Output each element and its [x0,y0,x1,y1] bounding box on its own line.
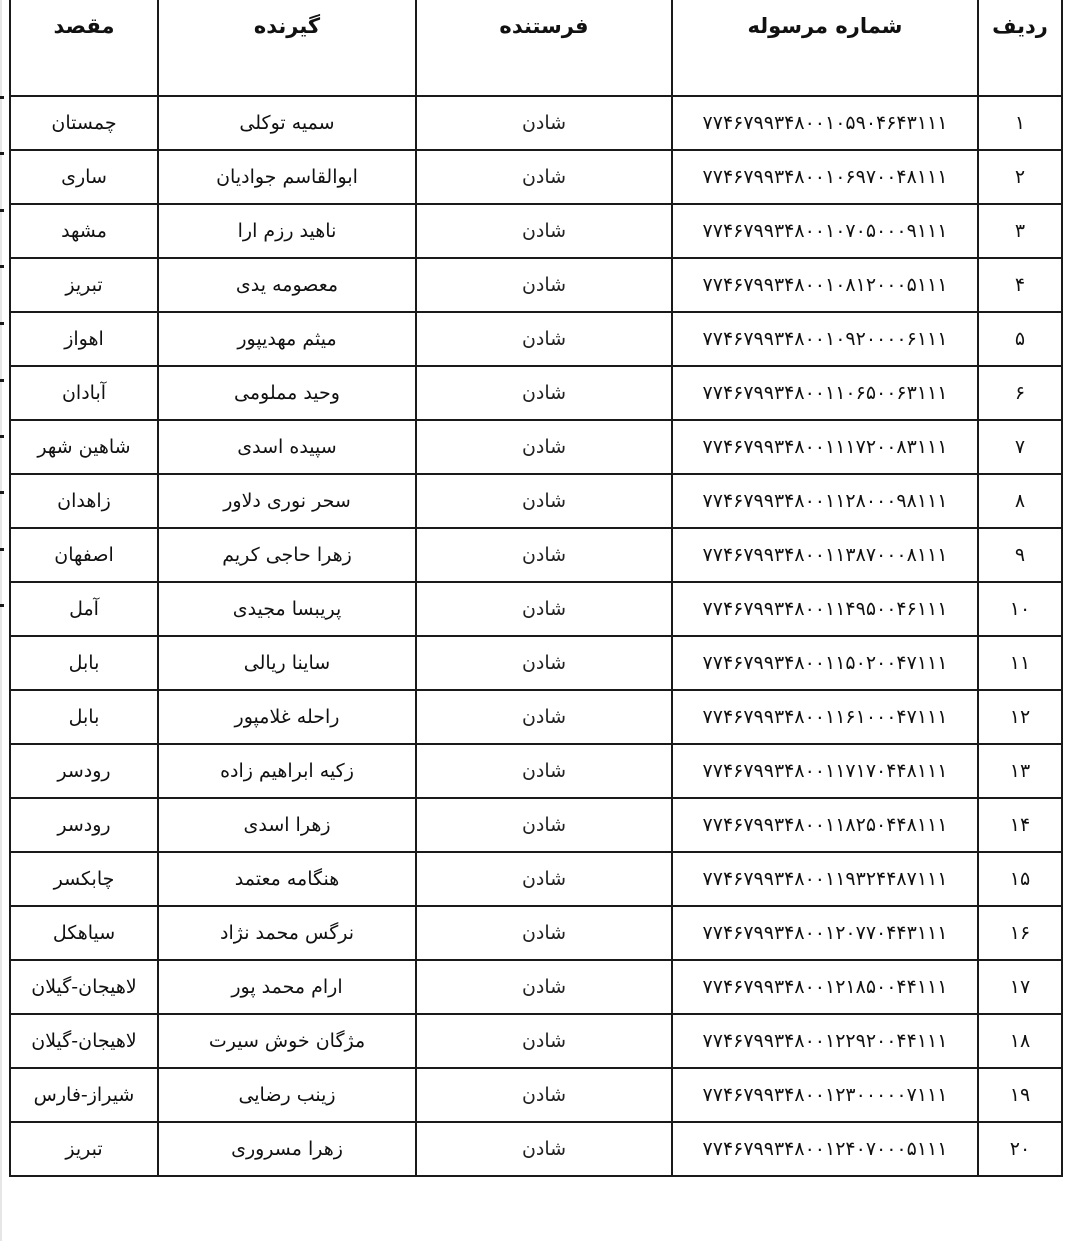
cell-sender: شادن [416,366,672,420]
cell-tracking-number: ۷۷۴۶۷۹۹۳۴۸۰۰۱۱۱۷۲۰۰۸۳۱۱۱ [672,420,978,474]
cell-sender: شادن [416,312,672,366]
header-destination: مقصد [10,0,158,96]
cell-sender: شادن [416,1014,672,1068]
cell-recipient: ساینا ریالی [158,636,416,690]
cell-tracking-number: ۷۷۴۶۷۹۹۳۴۸۰۰۱۰۶۹۷۰۰۴۸۱۱۱ [672,150,978,204]
cell-tracking-number: ۷۷۴۶۷۹۹۳۴۸۰۰۱۲۲۹۲۰۰۴۴۱۱۱ [672,1014,978,1068]
table-row [10,636,1062,690]
edge-tick-mark [0,322,4,325]
edge-tick-mark [0,265,4,268]
cell-sender: شادن [416,690,672,744]
cell-row-number: ۱۱ [978,636,1062,690]
edge-tick-mark [0,209,4,212]
cell-destination: شیراز-فارس [10,1068,158,1122]
cell-destination: اصفهان [10,528,158,582]
cell-row-number: ۱۴ [978,798,1062,852]
edge-tick-mark [0,548,4,551]
cell-destination: زاهدان [10,474,158,528]
table-row [10,744,1062,798]
cell-sender: شادن [416,744,672,798]
cell-recipient: وحید مملومی [158,366,416,420]
table-row [10,1014,1062,1068]
cell-row-number: ۱۸ [978,1014,1062,1068]
table-row [10,960,1062,1014]
cell-sender: شادن [416,420,672,474]
cell-tracking-number: ۷۷۴۶۷۹۹۳۴۸۰۰۱۱۵۰۲۰۰۴۷۱۱۱ [672,636,978,690]
cell-tracking-number: ۷۷۴۶۷۹۹۳۴۸۰۰۱۲۴۰۷۰۰۰۵۱۱۱ [672,1122,978,1176]
cell-destination: چمستان [10,96,158,150]
cell-row-number: ۲ [978,150,1062,204]
cell-destination: آبادان [10,366,158,420]
cell-tracking-number: ۷۷۴۶۷۹۹۳۴۸۰۰۱۰۷۰۵۰۰۰۹۱۱۱ [672,204,978,258]
cell-destination: لاهیجان-گیلان [10,1014,158,1068]
header-tracking-number: شماره مرسوله [672,0,978,96]
cell-recipient: زینب رضایی [158,1068,416,1122]
cell-recipient: زهرا حاجی کریم [158,528,416,582]
cell-sender: شادن [416,852,672,906]
cell-recipient: ابوالقاسم جوادیان [158,150,416,204]
cell-destination: بابل [10,690,158,744]
cell-destination: تبریز [10,1122,158,1176]
shipments-table [9,0,1063,1177]
table-row [10,312,1062,366]
cell-tracking-number: ۷۷۴۶۷۹۹۳۴۸۰۰۱۲۰۷۷۰۴۴۳۱۱۱ [672,906,978,960]
table-row [10,1068,1062,1122]
table-row [10,1122,1062,1176]
cell-row-number: ۳ [978,204,1062,258]
cell-tracking-number: ۷۷۴۶۷۹۹۳۴۸۰۰۱۱۷۱۷۰۴۴۸۱۱۱ [672,744,978,798]
table-row [10,150,1062,204]
cell-row-number: ۸ [978,474,1062,528]
cell-recipient: زکیه ابراهیم زاده [158,744,416,798]
edge-tick-mark [0,379,4,382]
cell-destination: شاهین شهر [10,420,158,474]
table-row [10,528,1062,582]
cell-destination: مشهد [10,204,158,258]
cell-recipient: سحر نوری دلاور [158,474,416,528]
cell-tracking-number: ۷۷۴۶۷۹۹۳۴۸۰۰۱۰۸۱۲۰۰۰۵۱۱۱ [672,258,978,312]
table-row [10,96,1062,150]
cell-recipient: میثم مهدیپور [158,312,416,366]
table-row [10,204,1062,258]
cell-sender: شادن [416,906,672,960]
cell-recipient: سمیه توکلی [158,96,416,150]
cell-recipient: پریبسا مجیدی [158,582,416,636]
header-row-number: ردیف [978,0,1062,96]
cell-sender: شادن [416,204,672,258]
header-recipient: گیرنده [158,0,416,96]
cell-recipient: مژگان خوش سیرت [158,1014,416,1068]
cell-destination: سیاهکل [10,906,158,960]
cell-recipient: نرگس محمد نژاد [158,906,416,960]
table-body [10,96,1062,1176]
table-row [10,582,1062,636]
cell-destination: چابکسر [10,852,158,906]
cell-tracking-number: ۷۷۴۶۷۹۹۳۴۸۰۰۱۱۹۳۲۴۴۸۷۱۱۱ [672,852,978,906]
cell-destination: بابل [10,636,158,690]
cell-sender: شادن [416,258,672,312]
cell-destination: رودسر [10,798,158,852]
table-row [10,474,1062,528]
cell-sender: شادن [416,528,672,582]
cell-recipient: راحله غلامپور [158,690,416,744]
cell-sender: شادن [416,150,672,204]
cell-recipient: زهرا مسروری [158,1122,416,1176]
left-edge-line [0,0,2,1241]
cell-tracking-number: ۷۷۴۶۷۹۹۳۴۸۰۰۱۲۱۸۵۰۰۴۴۱۱۱ [672,960,978,1014]
header-sender: فرستنده [416,0,672,96]
cell-recipient: ناهید رزم ارا [158,204,416,258]
table-row [10,906,1062,960]
cell-row-number: ۱۲ [978,690,1062,744]
cell-destination: لاهیجان-گیلان [10,960,158,1014]
cell-row-number: ۲۰ [978,1122,1062,1176]
cell-tracking-number: ۷۷۴۶۷۹۹۳۴۸۰۰۱۱۶۱۰۰۰۴۷۱۱۱ [672,690,978,744]
edge-tick-mark [0,491,4,494]
cell-row-number: ۱۹ [978,1068,1062,1122]
cell-destination: تبریز [10,258,158,312]
edge-tick-mark [0,604,4,607]
table-row [10,798,1062,852]
edge-tick-mark [0,96,4,99]
cell-destination: رودسر [10,744,158,798]
cell-row-number: ۱۷ [978,960,1062,1014]
cell-row-number: ۷ [978,420,1062,474]
cell-sender: شادن [416,960,672,1014]
cell-row-number: ۱ [978,96,1062,150]
cell-row-number: ۱۳ [978,744,1062,798]
cell-row-number: ۴ [978,258,1062,312]
cell-tracking-number: ۷۷۴۶۷۹۹۳۴۸۰۰۱۰۵۹۰۴۶۴۳۱۱۱ [672,96,978,150]
cell-sender: شادن [416,582,672,636]
table-row [10,852,1062,906]
edge-tick-mark [0,152,4,155]
cell-destination: اهواز [10,312,158,366]
cell-tracking-number: ۷۷۴۶۷۹۹۳۴۸۰۰۱۱۲۸۰۰۰۹۸۱۱۱ [672,474,978,528]
cell-sender: شادن [416,1068,672,1122]
cell-tracking-number: ۷۷۴۶۷۹۹۳۴۸۰۰۱۱۳۸۷۰۰۰۸۱۱۱ [672,528,978,582]
cell-recipient: سپیده اسدی [158,420,416,474]
cell-sender: شادن [416,96,672,150]
table-row [10,258,1062,312]
cell-sender: شادن [416,1122,672,1176]
cell-recipient: هنگامه معتمد [158,852,416,906]
cell-recipient: معصومه یدی [158,258,416,312]
cell-row-number: ۵ [978,312,1062,366]
cell-sender: شادن [416,474,672,528]
table-row [10,690,1062,744]
cell-tracking-number: ۷۷۴۶۷۹۹۳۴۸۰۰۱۱۴۹۵۰۰۴۶۱۱۱ [672,582,978,636]
cell-tracking-number: ۷۷۴۶۷۹۹۳۴۸۰۰۱۱۰۶۵۰۰۶۳۱۱۱ [672,366,978,420]
cell-sender: شادن [416,798,672,852]
cell-destination: آمل [10,582,158,636]
cell-sender: شادن [416,636,672,690]
cell-row-number: ۱۵ [978,852,1062,906]
cell-recipient: زهرا اسدی [158,798,416,852]
table-header-row [10,0,1062,96]
cell-destination: ساری [10,150,158,204]
cell-recipient: ارام محمد پور [158,960,416,1014]
cell-row-number: ۶ [978,366,1062,420]
cell-tracking-number: ۷۷۴۶۷۹۹۳۴۸۰۰۱۲۳۰۰۰۰۰۷۱۱۱ [672,1068,978,1122]
table-row [10,366,1062,420]
cell-row-number: ۱۰ [978,582,1062,636]
table-row [10,420,1062,474]
cell-row-number: ۱۶ [978,906,1062,960]
cell-tracking-number: ۷۷۴۶۷۹۹۳۴۸۰۰۱۱۸۲۵۰۴۴۸۱۱۱ [672,798,978,852]
edge-tick-mark [0,435,4,438]
cell-row-number: ۹ [978,528,1062,582]
cell-tracking-number: ۷۷۴۶۷۹۹۳۴۸۰۰۱۰۹۲۰۰۰۰۶۱۱۱ [672,312,978,366]
